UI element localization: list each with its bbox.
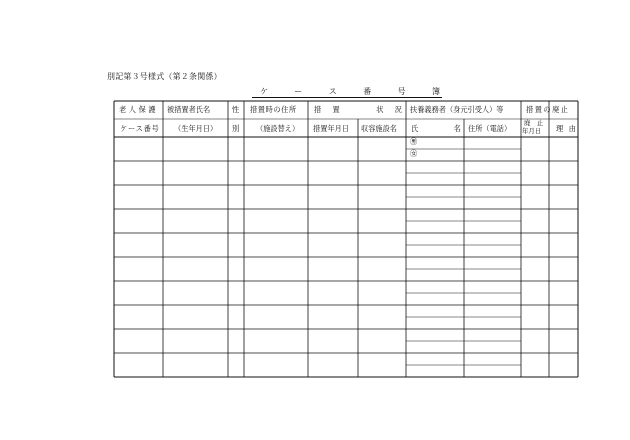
header-sex-bottom: 別: [232, 124, 240, 133]
title-char: 番: [363, 87, 372, 96]
title-char: ー: [294, 87, 303, 96]
title-char: ケ: [260, 87, 268, 96]
header-case-no-bottom: ケース番号: [120, 124, 160, 133]
header-status-char: 置: [332, 105, 340, 114]
header-reason-char: 理: [556, 124, 564, 133]
header-guardian-name-char: 名: [453, 124, 461, 133]
header-reason: [556, 125, 576, 132]
title-char: 簿: [431, 87, 440, 96]
header-sex-top: 性: [232, 105, 240, 114]
male-mark: ㊚: [410, 137, 418, 146]
header-facility-name: 収容施設名: [361, 124, 397, 133]
title-char: 号: [397, 87, 406, 96]
header-status-char: 状: [376, 105, 384, 114]
header-guardian-name: [411, 125, 461, 132]
header-guardian: 扶養義務者（身元引受人）等: [410, 105, 504, 114]
header-status: [314, 106, 402, 113]
header-status-char: 況: [394, 105, 402, 114]
header-case-no-top: [119, 106, 161, 113]
header-status-char: 措: [314, 105, 322, 114]
title-char: ス: [328, 87, 337, 96]
header-name: 被措置者氏名: [167, 105, 211, 114]
header-abolition-date-bottom: 年月日: [522, 127, 542, 135]
form-label: 別記第３号様式（第２条関係）: [107, 72, 222, 81]
header-abolition-date-top: 廃 止: [524, 119, 544, 127]
header-guardian-address: 住所（電話）: [468, 124, 512, 133]
header-facility-change: （施設替え）: [256, 124, 300, 133]
header-birth: （生年月日）: [174, 124, 218, 133]
header-reason-char: 由: [568, 124, 576, 133]
female-mark: ㊛: [410, 149, 418, 158]
header-start-date: 措置年月日: [313, 124, 349, 133]
header-guardian-name-char: 氏: [411, 124, 419, 133]
header-address: 措置時の住所: [250, 105, 297, 114]
header-case-no-top-text: 老人保護: [119, 105, 159, 114]
header-abolition: 措置の廃止: [526, 105, 570, 114]
